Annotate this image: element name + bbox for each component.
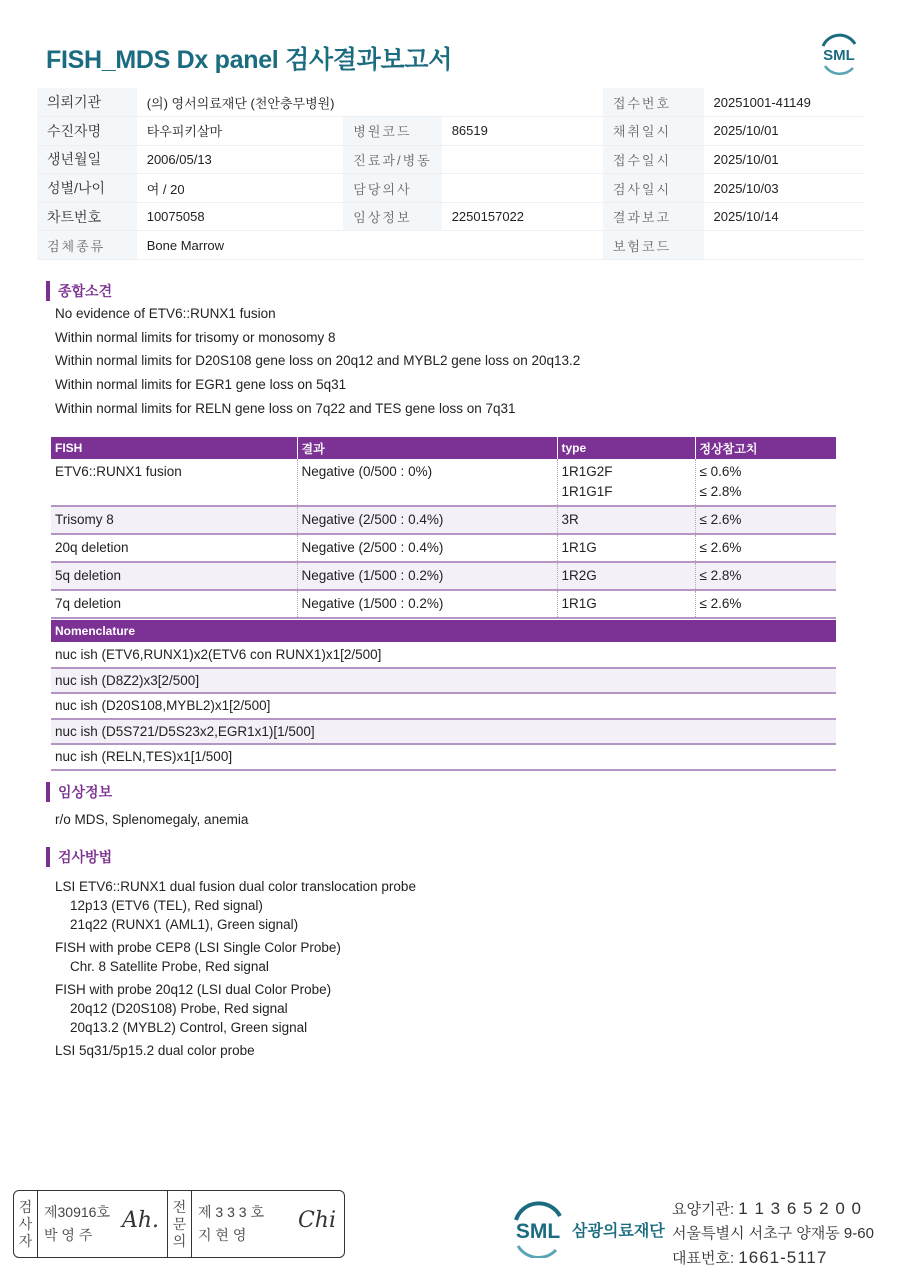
info-value: 2025/10/14 xyxy=(704,202,863,231)
method-line: FISH with probe 20q12 (LSI dual Color Probe) xyxy=(55,982,332,997)
doctor-signature: Chi xyxy=(297,1208,336,1233)
info-label: 보험코드 xyxy=(603,231,704,260)
col-header: FISH xyxy=(51,437,297,459)
sml-logo-icon xyxy=(510,1200,566,1258)
table-row xyxy=(51,590,836,618)
info-label xyxy=(343,231,441,260)
info-row xyxy=(37,174,863,203)
nomenclature-row: nuc ish (RELN,TES)x1[1/500] xyxy=(51,744,836,770)
doctor-cell xyxy=(192,1191,344,1257)
info-value: 여 / 20 xyxy=(137,174,344,203)
method-line: 20q13.2 (MYBL2) Control, Green signal xyxy=(70,1020,308,1035)
fish-type: 3R xyxy=(557,506,695,534)
method-line: LSI 5q31/5p15.2 dual color probe xyxy=(55,1043,255,1058)
info-label: 진료과/병동 xyxy=(343,145,441,174)
nomenclature-row: nuc ish (D20S108,MYBL2)x1[2/500] xyxy=(51,693,836,719)
doctor-label: 전 문 의 xyxy=(168,1191,192,1257)
fish-result: Negative (2/500 : 0.4%) xyxy=(297,506,557,534)
summary-heading: 종합소견 xyxy=(46,281,112,301)
info-value: 10075058 xyxy=(137,202,344,231)
info-value: (의) 영서의료재단 (천안충무병원) xyxy=(137,88,603,117)
info-value: 2250157022 xyxy=(442,202,603,231)
svg-text:SML: SML xyxy=(515,1220,561,1243)
fish-name: ETV6::RUNX1 fusion xyxy=(51,459,297,506)
doctor-name: 지 현 영 xyxy=(198,1227,247,1243)
col-header: type xyxy=(557,437,695,459)
fish-type: 1R1G2F 1R1G1F xyxy=(557,459,695,506)
fish-name: 20q deletion xyxy=(51,534,297,562)
phone-number: 1661-5117 xyxy=(738,1248,828,1267)
info-row xyxy=(37,231,863,260)
examiner-name: 박 영 주 xyxy=(44,1227,93,1243)
table-row xyxy=(51,562,836,590)
clinical-heading: 임상정보 xyxy=(46,782,112,802)
info-label: 담당의사 xyxy=(343,174,441,203)
method-line: 12p13 (ETV6 (TEL), Red signal) xyxy=(70,898,263,913)
info-row xyxy=(37,202,863,231)
fish-result: Negative (1/500 : 0.2%) xyxy=(297,562,557,590)
table-row xyxy=(51,459,836,506)
table-row xyxy=(51,506,836,534)
examiner-signature: Ah. xyxy=(121,1208,159,1233)
nomenclature-table xyxy=(51,620,836,771)
info-label: 의뢰기관 xyxy=(37,88,137,117)
info-label: 검사일시 xyxy=(603,174,704,203)
fish-name: 5q deletion xyxy=(51,562,297,590)
fish-result: Negative (1/500 : 0.2%) xyxy=(297,590,557,618)
fish-type: 1R2G xyxy=(557,562,695,590)
method-lines xyxy=(55,877,416,1060)
col-header: 정상참고치 xyxy=(695,437,836,459)
info-value xyxy=(442,174,603,203)
fish-reference: ≤ 2.6% xyxy=(695,534,836,562)
info-value: Bone Marrow xyxy=(137,231,344,260)
nomenclature-row: nuc ish (ETV6,RUNX1)x2(ETV6 con RUNX1)x1[2/500] xyxy=(51,642,836,668)
table-row xyxy=(51,534,836,562)
address: 서울특별시 서초구 양재동 9-60 xyxy=(672,1225,874,1242)
fish-result: Negative (0/500 : 0%) xyxy=(297,459,557,506)
fish-reference: ≤ 2.8% xyxy=(695,562,836,590)
info-label: 수진자명 xyxy=(37,117,137,146)
info-row xyxy=(37,117,863,146)
summary-line: Within normal limits for trisomy or monosomy 8 xyxy=(55,329,336,345)
doctor-number: 제 3 3 3 호 xyxy=(198,1204,264,1220)
page-title: FISH_MDS Dx panel 검사결과보고서 xyxy=(46,46,453,74)
info-row xyxy=(37,145,863,174)
summary-line: Within normal limits for EGR1 gene loss on 5q31 xyxy=(55,377,347,393)
info-label: 채취일시 xyxy=(603,117,704,146)
info-label: 접수번호 xyxy=(603,88,704,117)
info-value xyxy=(442,145,603,174)
fish-type: 1R1G xyxy=(557,590,695,618)
patient-info-table xyxy=(37,88,863,260)
info-row xyxy=(37,88,863,117)
method-line: 21q22 (RUNX1 (AML1), Green signal) xyxy=(70,917,299,932)
info-value: 86519 xyxy=(442,117,603,146)
examiner-number: 제30916호 xyxy=(44,1204,110,1220)
info-value xyxy=(442,231,603,260)
summary-line: No evidence of ETV6::RUNX1 fusion xyxy=(55,306,276,321)
summary-line: Within normal limits for D20S108 gene loss on 20q12 and MYBL2 gene loss on 20q13.2 xyxy=(55,353,581,369)
clinical-text: r/o MDS, Splenomegaly, anemia xyxy=(55,812,249,827)
info-label: 결과보고 xyxy=(603,202,704,231)
org-name: 삼광의료재단 xyxy=(572,1222,665,1240)
svg-text:SML: SML xyxy=(823,47,855,64)
fish-type: 1R1G xyxy=(557,534,695,562)
fish-result: Negative (2/500 : 0.4%) xyxy=(297,534,557,562)
info-label: 차트번호 xyxy=(37,202,137,231)
summary-line: Within normal limits for RELN gene loss on 7q22 and TES gene loss on 7q31 xyxy=(55,400,516,416)
signature-box xyxy=(13,1190,345,1258)
method-line: 20q12 (D20S108) Probe, Red signal xyxy=(70,1001,288,1016)
info-label: 생년월일 xyxy=(37,145,137,174)
method-line: Chr. 8 Satellite Probe, Red signal xyxy=(70,959,269,974)
fish-name: Trisomy 8 xyxy=(51,506,297,534)
info-label: 임상정보 xyxy=(343,202,441,231)
footer-logo xyxy=(510,1200,665,1258)
info-label: 접수일시 xyxy=(603,145,704,174)
examiner-label: 검 사 자 xyxy=(14,1191,38,1257)
nomenclature-row: nuc ish (D5S721/D5S23x2,EGR1x1)[1/500] xyxy=(51,719,836,745)
col-header: 결과 xyxy=(297,437,557,459)
examiner-cell xyxy=(38,1191,168,1257)
fish-reference: ≤ 0.6% ≤ 2.8% xyxy=(695,459,836,506)
sml-logo xyxy=(815,30,863,76)
info-value: 2006/05/13 xyxy=(137,145,344,174)
info-value: 20251001-41149 xyxy=(704,88,863,117)
method-line: LSI ETV6::RUNX1 dual fusion dual color translocation probe xyxy=(55,879,416,894)
info-value: 2025/10/03 xyxy=(704,174,863,203)
footer-info: 요양기관: 1 1 3 6 5 2 0 0 서울특별시 서초구 양재동 9-60 대표번호: 1661-5117 xyxy=(672,1199,874,1267)
info-value: 타우피키살마 xyxy=(137,117,344,146)
institution-code: 1 1 3 6 5 2 0 0 xyxy=(738,1199,862,1218)
fish-reference: ≤ 2.6% xyxy=(695,506,836,534)
method-line: FISH with probe CEP8 (LSI Single Color Probe) xyxy=(55,940,341,955)
info-value xyxy=(704,231,863,260)
fish-name: 7q deletion xyxy=(51,590,297,618)
info-label: 검체종류 xyxy=(37,231,137,260)
fish-results-table xyxy=(51,437,836,619)
col-header: Nomenclature xyxy=(51,620,836,642)
method-heading: 검사방법 xyxy=(46,847,112,867)
info-label: 병원코드 xyxy=(343,117,441,146)
info-value: 2025/10/01 xyxy=(704,117,863,146)
nomenclature-row: nuc ish (D8Z2)x3[2/500] xyxy=(51,668,836,694)
fish-reference: ≤ 2.6% xyxy=(695,590,836,618)
info-label: 성별/나이 xyxy=(37,174,137,203)
info-value: 2025/10/01 xyxy=(704,145,863,174)
